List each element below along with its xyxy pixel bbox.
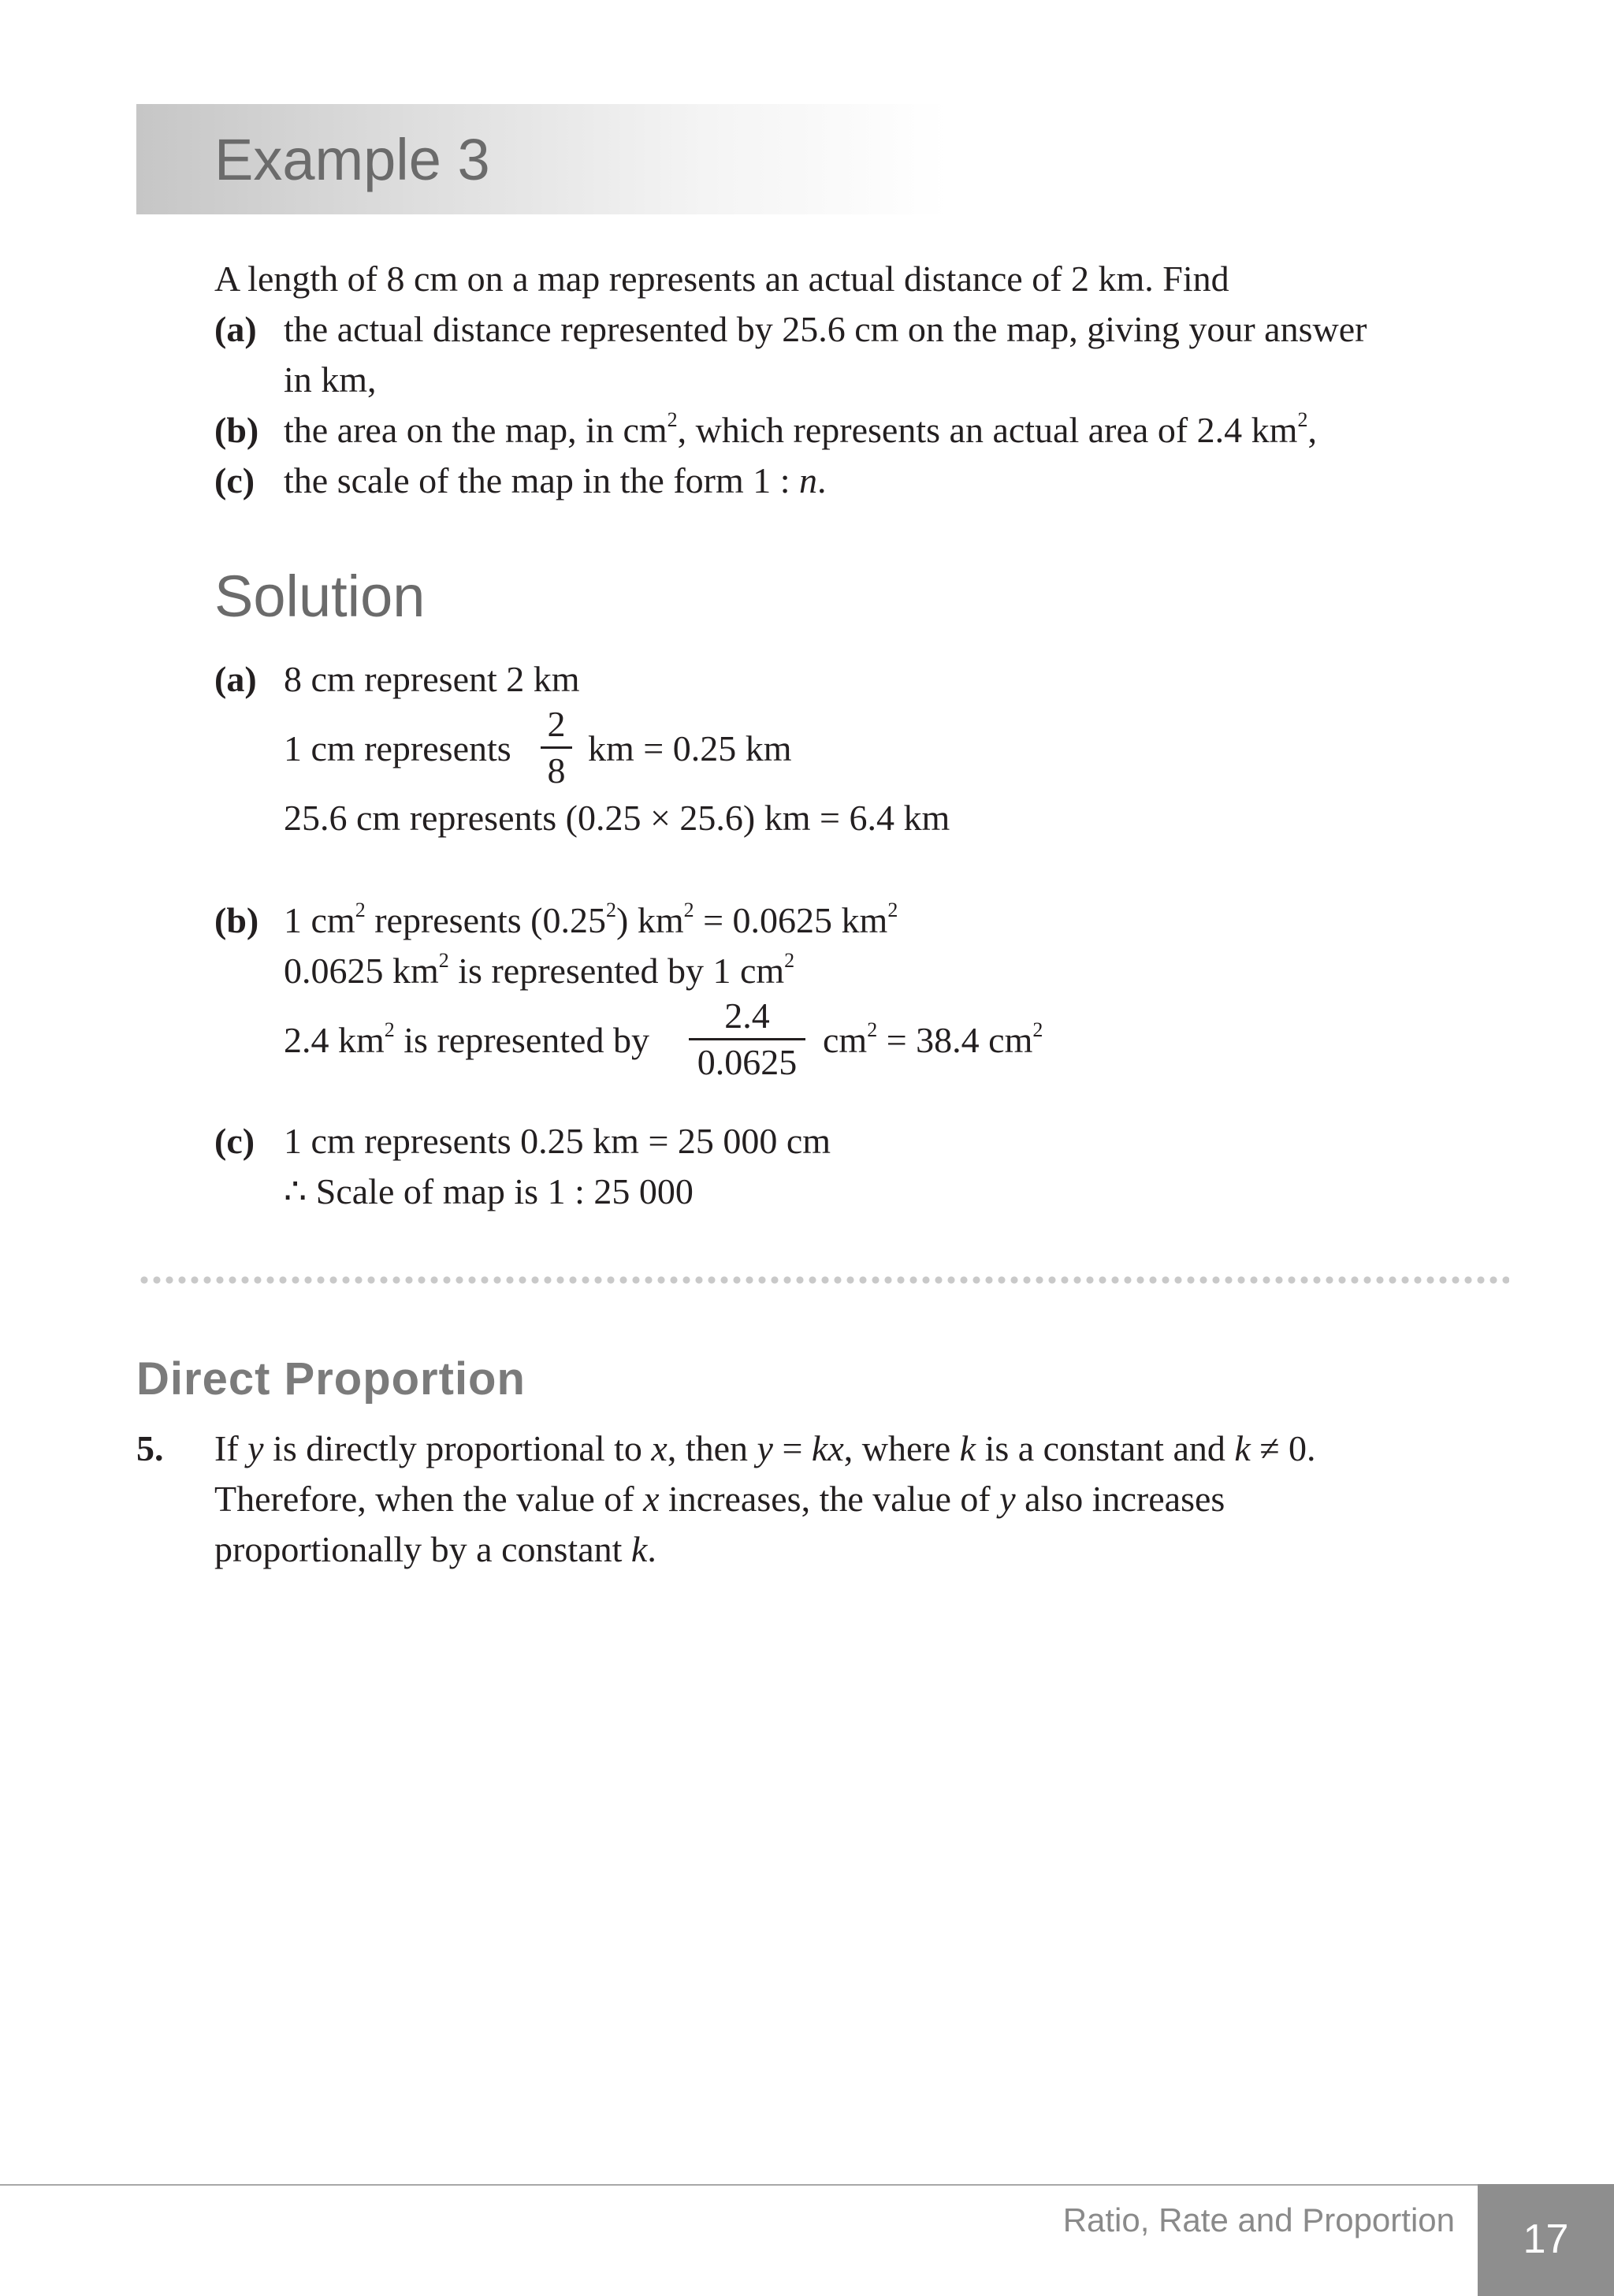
footer-chapter-title: Ratio, Rate and Proportion: [1062, 2201, 1455, 2238]
solution-a-line1: 8 cm represent 2 km: [284, 659, 580, 699]
question-part-label: (b): [214, 410, 259, 450]
question-part-label: (c): [214, 460, 255, 501]
proportion-line2: Therefore, when the value of x increases, the value of y also increases: [214, 1479, 1225, 1519]
solution-b-line1: 1 $cm^2$ represents (0.25$^2$) $km^2 = 0.0625$ $km^2$: [284, 899, 898, 940]
footer-rule: [0, 2184, 1478, 2186]
solution-part-label: (b): [214, 900, 259, 940]
solution-b-line2: 0.0625 $km^2$ is represented by 1 $cm^2$: [284, 949, 795, 991]
solution-c-line2: ∴ Scale of map is 1 : 25 000: [284, 1171, 694, 1211]
fraction-area: 2.4 0.0625: [689, 995, 805, 1084]
solution-b-line3-text: 2.4 $km^2$ is represented by: [284, 1018, 649, 1060]
page-number-box: [1478, 2184, 1614, 2296]
solution-part-label: (a): [214, 659, 257, 699]
question-part-label: (a): [214, 309, 257, 349]
item-number: 5.: [136, 1428, 164, 1468]
solution-b-line3-result: $cm^2 = 38.4$ $cm^2$: [823, 1018, 1043, 1060]
proportion-line1: If y is directly proportional to x, then y = kx, where k is a constant and k ≠ 0.: [214, 1428, 1316, 1468]
solution-a-line3: 25.6 cm represents (0.25 × 25.6) km = 6.4 km: [284, 798, 950, 838]
page-number: 17: [1523, 2216, 1569, 2262]
question-part-a-line2: in km,: [284, 359, 377, 400]
dotted-separator: [138, 1276, 1509, 1284]
solution-c-line1: 1 cm represents 0.25 km = 25 000 cm: [284, 1121, 831, 1161]
solution-a-line2-text: 1 cm represents: [284, 728, 511, 768]
question-intro: A length of 8 cm on a map represents an actual distance of 2 km. Find: [214, 259, 1229, 299]
question-part-b: the area on the map, in $cm^2$, which represents an actual area of 2.4 $km^2$,: [284, 408, 1317, 450]
example-title: Example 3: [214, 127, 490, 192]
fraction-two-eighths: 2 8: [541, 703, 572, 792]
solution-a-line2-result: km = 0.25 km: [588, 728, 792, 768]
solution-part-label: (c): [214, 1121, 255, 1161]
solution-title: Solution: [214, 564, 426, 629]
proportion-line3: proportionally by a constant k.: [214, 1529, 656, 1569]
question-part-a-line1: the actual distance represented by 25.6 cm on the map, giving your answer: [284, 309, 1367, 349]
question-part-c: the scale of the map in the form 1 : n.: [284, 460, 827, 501]
section-heading: Direct Proportion: [136, 1353, 526, 1405]
